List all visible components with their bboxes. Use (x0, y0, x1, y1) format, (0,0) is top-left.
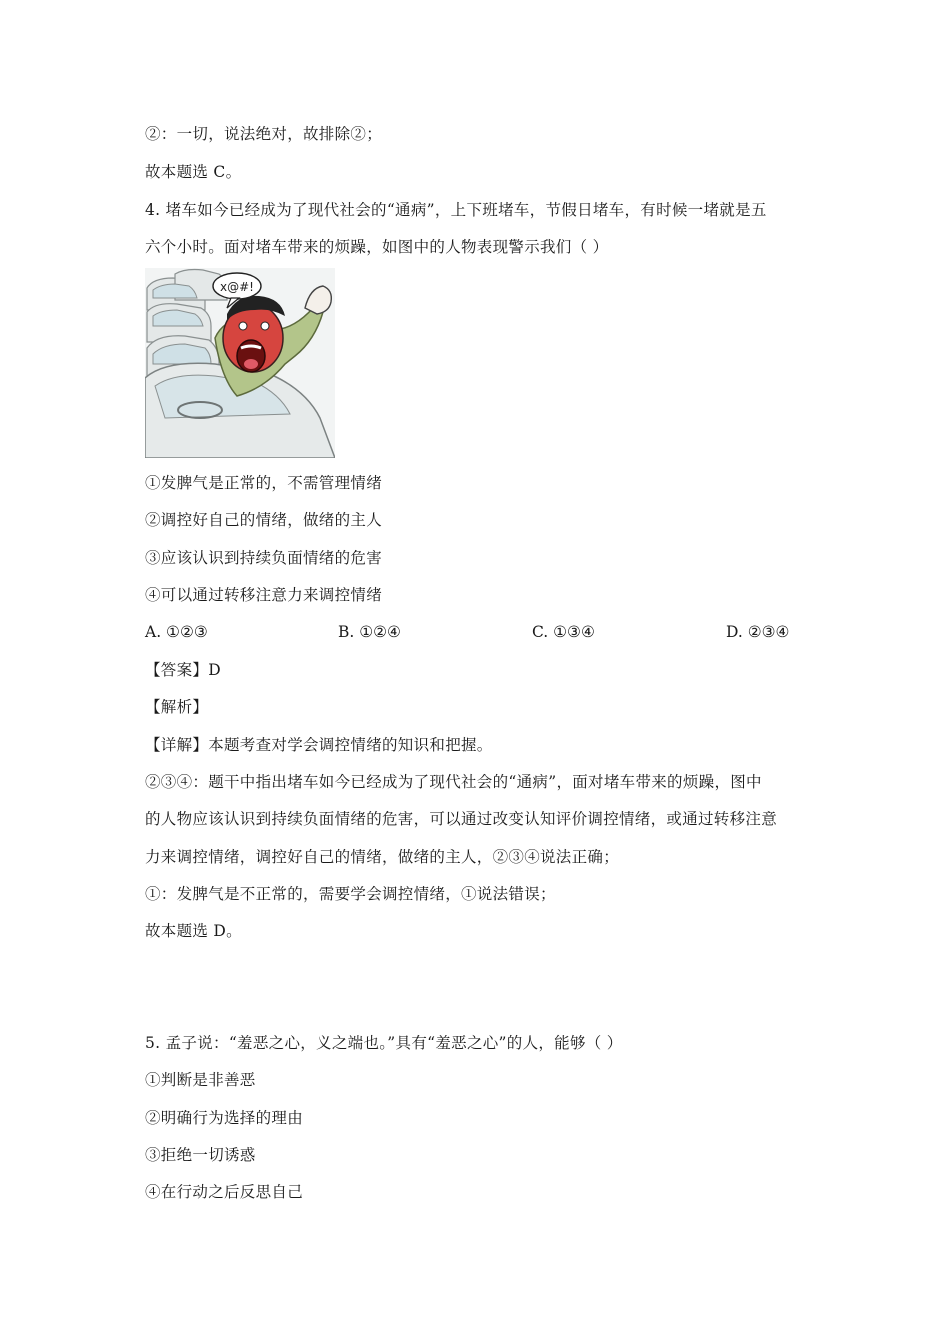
text-line: ②：一切，说法绝对，故排除②； (145, 125, 383, 143)
statement-4: ④可以通过转移注意力来调控情绪 (145, 586, 383, 604)
question-5-stem: 5. 孟子说：“羞恶之心，义之端也。”具有“羞恶之心”的人，能够（ ） (145, 1034, 623, 1052)
explanation-line: 的人物应该认识到持续负面情绪的危害，可以通过改变认知评价调控情绪，或通过转移注意 (145, 810, 778, 828)
road-rage-cartoon-image (145, 268, 335, 458)
statement-2: ②调控好自己的情绪，做绪的主人 (145, 511, 383, 529)
statement-3: ③应该认识到持续负面情绪的危害 (145, 549, 383, 567)
text-line: 故本题选 C。 (145, 163, 242, 181)
statement-4: ④在行动之后反思自己 (145, 1183, 304, 1201)
conclusion-line: 故本题选 D。 (145, 922, 242, 940)
analysis-label: 【解析】 (145, 698, 209, 716)
statement-1: ①发脾气是正常的，不需管理情绪 (145, 474, 383, 492)
answer-label: 【答案】D (145, 661, 221, 679)
statement-3: ③拒绝一切诱惑 (145, 1146, 256, 1164)
detail-label: 【详解】本题考查对学会调控情绪的知识和把握。 (145, 736, 493, 754)
statement-1: ①判断是非善恶 (145, 1071, 256, 1089)
explanation-line: ②③④：题干中指出堵车如今已经成为了现代社会的“通病”，面对堵车带来的烦躁，图中 (145, 773, 762, 791)
explanation-line: ①：发脾气是不正常的，需要学会调控情绪，①说法错误； (145, 885, 556, 903)
question-4-stem-cont: 六个小时。面对堵车带来的烦躁，如图中的人物表现警示我们（ ） (145, 238, 609, 256)
statement-2: ②明确行为选择的理由 (145, 1109, 304, 1127)
option-a: A. ①②③ (145, 623, 208, 641)
question-4-stem: 4. 堵车如今已经成为了现代社会的“通病”，上下班堵车，节假日堵车，有时候一堵就是五 (145, 201, 767, 219)
option-b: B. ①②④ (338, 623, 401, 641)
option-d: D. ②③④ (726, 623, 790, 641)
option-c: C. ①③④ (532, 623, 595, 641)
explanation-line: 力来调控情绪，调控好自己的情绪，做绪的主人，②③④说法正确； (145, 848, 620, 866)
speech-bubble-text: x@#! (220, 280, 254, 294)
